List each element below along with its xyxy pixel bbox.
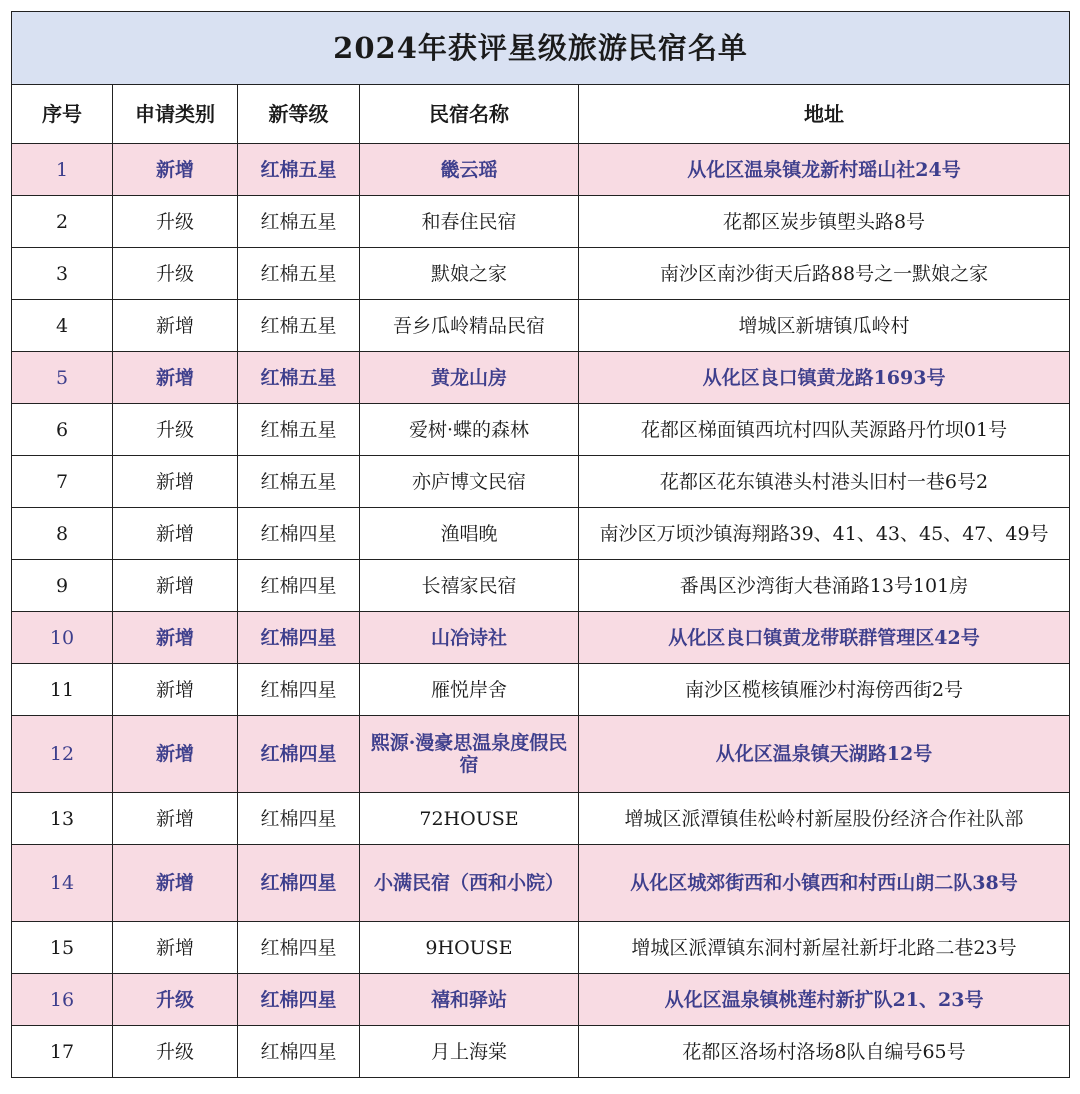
table-row [12,508,1070,560]
cell-no: 16 [12,974,113,1026]
table-row [12,845,1070,922]
cell-type: 新增 [113,456,238,508]
header-name: 民宿名称 [360,85,579,144]
cell-address: 从化区温泉镇天湖路12号 [579,716,1070,793]
cell-name: 小满民宿（西和小院） [360,845,579,922]
cell-level: 红棉五星 [238,404,360,456]
header-level: 新等级 [238,85,360,144]
cell-no: 10 [12,612,113,664]
cell-type: 新增 [113,352,238,404]
cell-address: 增城区派潭镇佳松岭村新屋股份经济合作社队部 [579,793,1070,845]
cell-name: 畿云瑶 [360,144,579,196]
header-no: 序号 [12,85,113,144]
cell-level: 红棉五星 [238,300,360,352]
cell-type: 升级 [113,248,238,300]
cell-name: 熙源·漫豪思温泉度假民宿 [360,716,579,793]
table-row [12,664,1070,716]
cell-name: 吾乡瓜岭精品民宿 [360,300,579,352]
cell-name: 72HOUSE [360,793,579,845]
table-title: 2024年获评星级旅游民宿名单 [12,12,1070,85]
cell-name: 月上海棠 [360,1026,579,1078]
cell-name: 雁悦岸舍 [360,664,579,716]
cell-no: 7 [12,456,113,508]
table-row [12,144,1070,196]
cell-type: 新增 [113,716,238,793]
cell-address: 番禺区沙湾街大巷涌路13号101房 [579,560,1070,612]
cell-no: 14 [12,845,113,922]
cell-address: 从化区良口镇黄龙带联群管理区42号 [579,612,1070,664]
cell-no: 1 [12,144,113,196]
cell-type: 新增 [113,664,238,716]
cell-address: 从化区温泉镇桃莲村新扩队21、23号 [579,974,1070,1026]
cell-no: 15 [12,922,113,974]
table-row [12,1026,1070,1078]
cell-name: 9HOUSE [360,922,579,974]
cell-address: 花都区洛场村洛场8队自编号65号 [579,1026,1070,1078]
cell-no: 13 [12,793,113,845]
cell-no: 9 [12,560,113,612]
table-row [12,196,1070,248]
cell-name: 亦庐博文民宿 [360,456,579,508]
table-row [12,248,1070,300]
table-row [12,793,1070,845]
table-row [12,352,1070,404]
cell-level: 红棉四星 [238,922,360,974]
cell-level: 红棉四星 [238,793,360,845]
cell-level: 红棉四星 [238,664,360,716]
cell-level: 红棉五星 [238,196,360,248]
cell-no: 6 [12,404,113,456]
table-body [12,144,1070,1078]
cell-no: 5 [12,352,113,404]
cell-address: 南沙区万顷沙镇海翔路39、41、43、45、47、49号 [579,508,1070,560]
cell-type: 新增 [113,793,238,845]
cell-level: 红棉四星 [238,560,360,612]
cell-address: 从化区良口镇黄龙路1693号 [579,352,1070,404]
homestay-list-table [11,11,1070,1078]
cell-type: 新增 [113,922,238,974]
table-row [12,974,1070,1026]
cell-no: 3 [12,248,113,300]
cell-address: 从化区温泉镇龙新村瑶山社24号 [579,144,1070,196]
table-row [12,456,1070,508]
cell-name: 爱树·蝶的森林 [360,404,579,456]
cell-level: 红棉五星 [238,144,360,196]
table-row [12,922,1070,974]
cell-level: 红棉五星 [238,352,360,404]
header-row [12,85,1070,144]
table-row [12,300,1070,352]
cell-no: 4 [12,300,113,352]
cell-name: 默娘之家 [360,248,579,300]
cell-level: 红棉四星 [238,716,360,793]
cell-level: 红棉五星 [238,456,360,508]
cell-type: 新增 [113,845,238,922]
cell-address: 从化区城郊街西和小镇西和村西山朗二队38号 [579,845,1070,922]
cell-no: 11 [12,664,113,716]
cell-address: 花都区炭步镇塱头路8号 [579,196,1070,248]
cell-level: 红棉四星 [238,612,360,664]
cell-no: 8 [12,508,113,560]
cell-address: 花都区梯面镇西坑村四队芙源路丹竹坝01号 [579,404,1070,456]
cell-level: 红棉五星 [238,248,360,300]
cell-level: 红棉四星 [238,1026,360,1078]
cell-type: 升级 [113,196,238,248]
cell-no: 2 [12,196,113,248]
cell-level: 红棉四星 [238,974,360,1026]
cell-type: 新增 [113,612,238,664]
cell-type: 新增 [113,144,238,196]
header-address: 地址 [579,85,1070,144]
cell-level: 红棉四星 [238,508,360,560]
cell-name: 山冶诗社 [360,612,579,664]
cell-type: 升级 [113,1026,238,1078]
table-row [12,560,1070,612]
cell-name: 渔唱晚 [360,508,579,560]
cell-type: 升级 [113,404,238,456]
cell-address: 花都区花东镇港头村港头旧村一巷6号2 [579,456,1070,508]
table-row [12,612,1070,664]
cell-type: 新增 [113,508,238,560]
table-row [12,404,1070,456]
table-row [12,716,1070,793]
cell-address: 南沙区榄核镇雁沙村海傍西街2号 [579,664,1070,716]
cell-name: 长禧家民宿 [360,560,579,612]
cell-type: 新增 [113,560,238,612]
cell-type: 新增 [113,300,238,352]
cell-no: 12 [12,716,113,793]
cell-type: 升级 [113,974,238,1026]
cell-address: 增城区新塘镇瓜岭村 [579,300,1070,352]
cell-no: 17 [12,1026,113,1078]
cell-level: 红棉四星 [238,845,360,922]
cell-address: 增城区派潭镇东洞村新屋社新圩北路二巷23号 [579,922,1070,974]
cell-address: 南沙区南沙街天后路88号之一默娘之家 [579,248,1070,300]
cell-name: 黄龙山房 [360,352,579,404]
header-type: 申请类别 [113,85,238,144]
cell-name: 和春住民宿 [360,196,579,248]
cell-name: 禧和驿站 [360,974,579,1026]
